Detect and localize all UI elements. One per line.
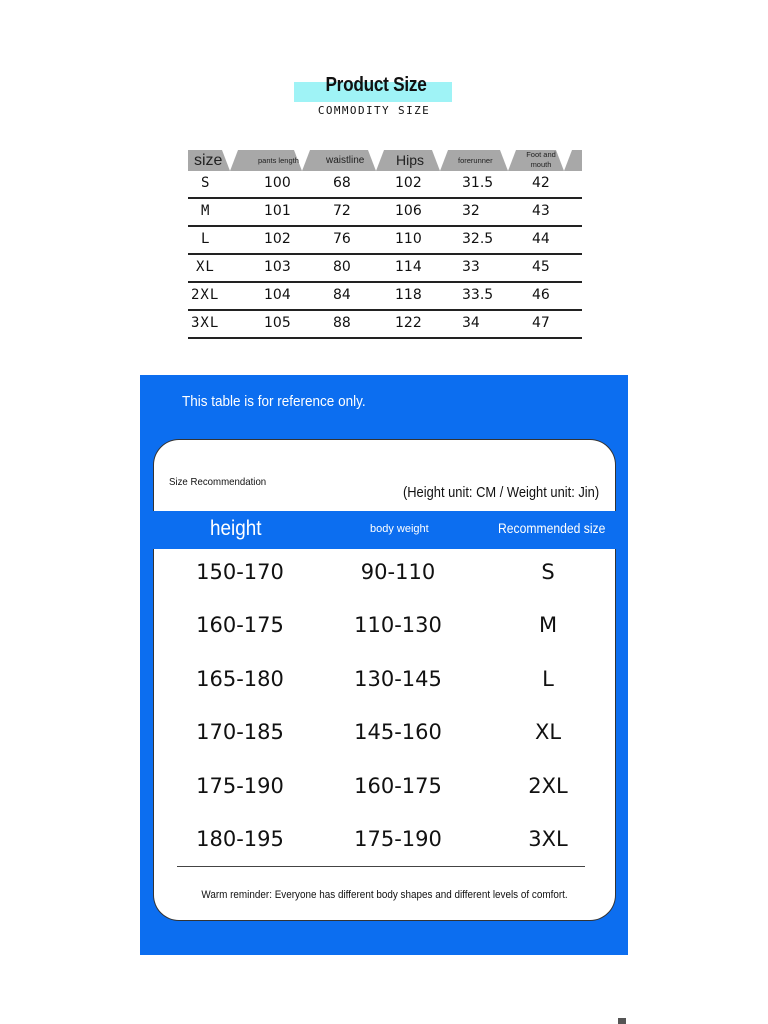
col-header-height: height	[210, 517, 262, 540]
table-cell: 101	[264, 203, 291, 219]
table-cell: 47	[532, 315, 550, 331]
table-row	[188, 199, 582, 227]
table-cell: L	[201, 231, 211, 247]
page-subtitle: COMMODITY SIZE	[317, 104, 431, 117]
weight-range: 175-190	[354, 827, 442, 851]
header-notch	[500, 150, 516, 171]
table-cell: 88	[333, 315, 351, 331]
height-range: 180-195	[196, 827, 284, 851]
divider	[177, 866, 585, 867]
col-header-recommended-size: Recommended size	[498, 521, 606, 536]
table-cell: 44	[532, 231, 550, 247]
table-cell: M	[201, 203, 211, 219]
weight-range: 90-110	[360, 560, 436, 584]
recommendation-header	[140, 511, 628, 549]
table-cell: S	[201, 175, 211, 191]
recommendation-row	[140, 827, 628, 867]
table-cell: 102	[395, 175, 422, 191]
table-cell: 103	[264, 259, 291, 275]
table-cell: 68	[333, 175, 351, 191]
table-row	[188, 283, 582, 311]
recommended-size: M	[538, 613, 558, 637]
weight-range: 145-160	[354, 720, 442, 744]
table-cell: 104	[264, 287, 291, 303]
weight-range: 110-130	[354, 613, 442, 637]
recommendation-row	[140, 720, 628, 760]
recommendation-row	[140, 560, 628, 600]
warm-reminder	[140, 889, 628, 901]
table-cell: 118	[395, 287, 422, 303]
warm-reminder-text: Warm reminder: Everyone has different body shapes and different levels of comfort.	[200, 889, 568, 901]
table-cell: 100	[264, 175, 291, 191]
table-cell: 32.5	[462, 231, 494, 247]
table-cell: 33	[462, 259, 480, 275]
height-range: 160-175	[196, 613, 284, 637]
col-header-body-weight: body weight	[370, 523, 429, 535]
table-cell: 84	[333, 287, 351, 303]
table-cell: 102	[264, 231, 291, 247]
table-cell: XL	[196, 259, 215, 275]
weight-range: 160-175	[354, 774, 442, 798]
table-cell: 46	[532, 287, 550, 303]
recommended-size: 2XL	[528, 774, 568, 798]
height-range: 175-190	[196, 774, 284, 798]
recommendation-row	[140, 613, 628, 653]
header-notch	[222, 150, 238, 171]
table-row	[188, 171, 582, 199]
size-table-header	[188, 150, 582, 171]
header-notch	[556, 150, 572, 171]
table-cell: 122	[395, 315, 422, 331]
col-header-size: size	[194, 152, 223, 169]
reference-note: This table is for reference only.	[182, 393, 366, 410]
page-title: Product Size	[325, 74, 427, 96]
table-cell: 110	[395, 231, 422, 247]
table-cell: 76	[333, 231, 351, 247]
table-cell: 114	[395, 259, 422, 275]
table-cell: 43	[532, 203, 550, 219]
table-cell: 31.5	[462, 175, 494, 191]
recommendation-label: Size Recommendation	[169, 476, 267, 488]
height-range: 150-170	[196, 560, 284, 584]
table-cell: 33.5	[462, 287, 494, 303]
weight-range: 130-145	[354, 667, 442, 691]
table-cell: 2XL	[191, 287, 220, 303]
table-cell: 32	[462, 203, 480, 219]
table-cell: 3XL	[191, 315, 220, 331]
col-header-waistline: waistline	[326, 155, 365, 166]
table-cell: 72	[333, 203, 351, 219]
recommended-size: S	[541, 560, 555, 584]
corner-mark	[618, 1018, 626, 1024]
recommendation-row	[140, 667, 628, 707]
table-cell: 105	[264, 315, 291, 331]
size-table	[188, 150, 582, 339]
col-header-forerunner: forerunner	[458, 156, 493, 165]
recommendation-row	[140, 774, 628, 814]
table-row	[188, 311, 582, 339]
recommended-size: XL	[534, 720, 562, 744]
col-header-pants-length: pants length	[258, 156, 299, 165]
col-header-hips: Hips	[396, 152, 425, 168]
table-cell: 34	[462, 315, 480, 331]
header-notch	[432, 150, 448, 171]
table-row	[188, 227, 582, 255]
height-range: 170-185	[196, 720, 284, 744]
table-cell: 80	[333, 259, 351, 275]
recommended-size: 3XL	[528, 827, 568, 851]
size-recommendation-panel	[140, 375, 628, 955]
col-header-foot-and-mouth: Foot and mouth	[526, 150, 556, 169]
table-cell: 45	[532, 259, 550, 275]
unit-note: (Height unit: CM / Weight unit: Jin)	[402, 484, 599, 501]
height-range: 165-180	[196, 667, 284, 691]
header-notch	[368, 150, 384, 171]
table-row	[188, 255, 582, 283]
table-cell: 42	[532, 175, 550, 191]
table-cell: 106	[395, 203, 422, 219]
recommended-size: L	[542, 667, 554, 691]
